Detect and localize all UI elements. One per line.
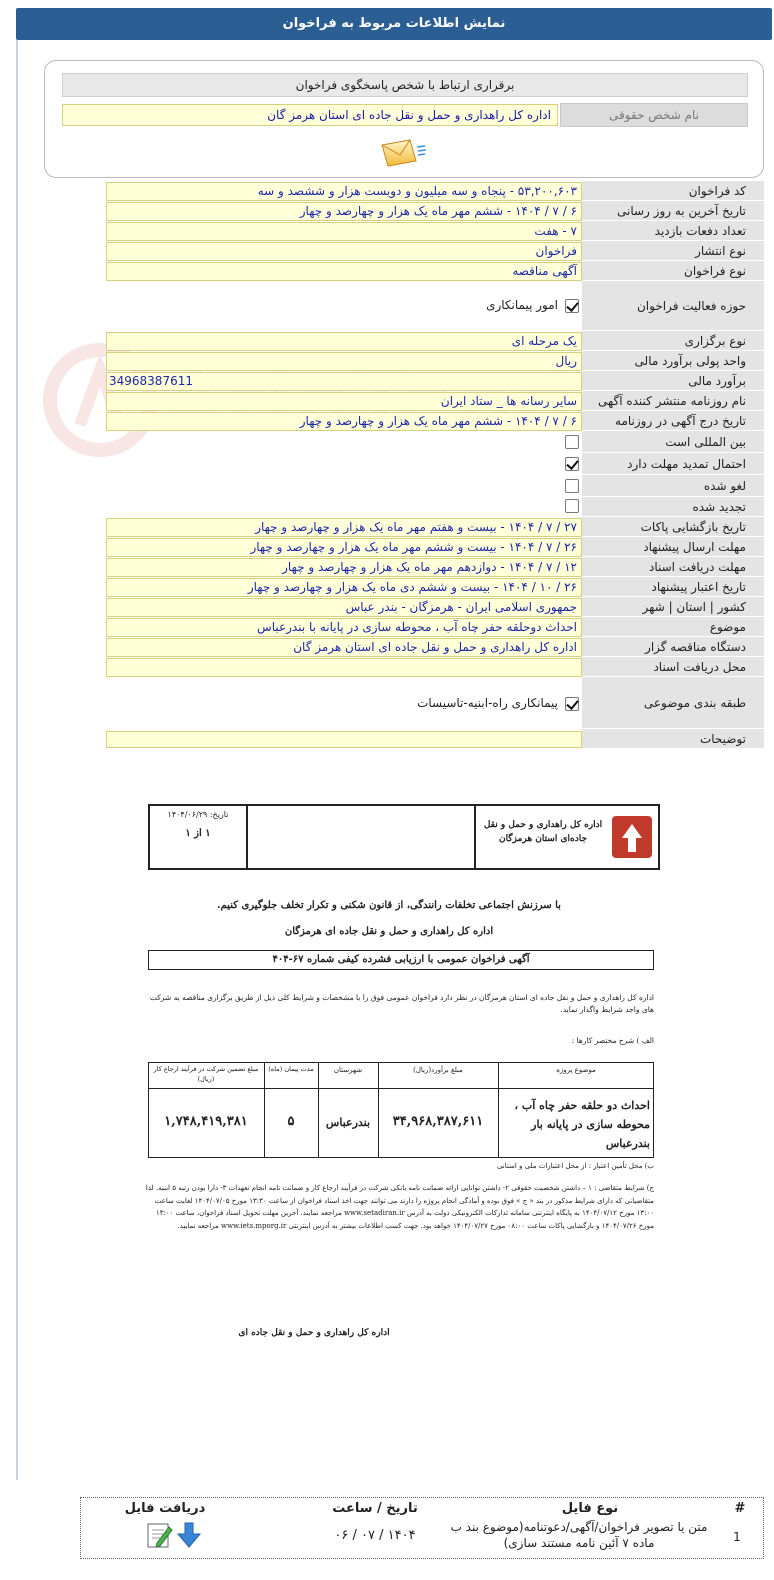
organizer-label: دستگاه مناقصه گزار — [582, 637, 764, 657]
file-row-date: ۱۴۰۴ / ۰۷ / ۰۶ — [334, 1528, 416, 1543]
doc-section-a: الف ) شرح مختصر کارها : — [571, 1036, 654, 1045]
doc-table-col — [498, 1062, 499, 1158]
doc-table-col — [264, 1062, 265, 1158]
publish-type-value: فراخوان — [106, 242, 582, 261]
contact-title: برقراری ارتباط با شخص پاسخگوی فراخوان — [62, 73, 748, 97]
doc-td-guarantee: ۱,۷۴۸,۴۱۹,۳۸۱ — [164, 1114, 248, 1129]
doc-td-duration: ۵ — [287, 1114, 295, 1129]
doc-section-b: ب) محل تأمین اعتبار : از محل اعتبارات ملی و استانی — [496, 1162, 654, 1170]
doc-section-c: ج) شرایط متقاضی : ۱ – داشتن شخصیت حقوقی ۲- داشتن توانایی ارائه ضمانت نامه بانکی شرکت در فرآیند ارجاع کار و ضمانت نامه انجام تعهدات ۳- دارا بودن رتبه ۵ ابنیه. لذا متقاضیانی که دارای شرایط مذکور در بند « ج » فوق بوده و آمادگی انجام پروژه را دارند می توانند جهت اخذ اسناد فراخوان از ساعت ۱۳:۳۰ مورخ ۱۴۰۴/۰۷/۰۵ لغایت ساعت ۱۳:۰۰ مورخ ۱۴۰۴/۰۷/۱۲ به پایگاه اینترنتی سامانه تدارکات الکترونیکی دولت به آدرس www.setadiran.ir مراجعه نمایند. آخرین مهلت تحویل اسناد فراخوان، ساعت ۱۳:۰۰ مورخ ۱۴۰۴/۰۷/۲۶ و بازگشایی پاکات ساعت ۰۸:۰۰ مورخ ۱۴۰۴/۰۷/۲۷ خواهد بود. جهت کسب اطلاعات بیشتر به آدرس اینترنتی www.iets.mporg.ir مراجعه نمایید. — [145, 1184, 654, 1230]
extension-label: احتمال تمدید مهلت دارد — [582, 453, 764, 475]
files-header-download: دریافت فایل — [124, 1501, 206, 1516]
international-checkbox[interactable] — [565, 435, 579, 449]
description-label: توضیحات — [582, 729, 764, 749]
edit-document-icon[interactable] — [145, 1521, 173, 1549]
doc-footer: اداره کل راهداری و حمل و نقل جاده ای — [238, 1328, 390, 1338]
holding-type-label: نوع برگزاری — [582, 331, 764, 351]
subject-value: احداث دوحلقه حفر چاه آب ، محوطه سازی در پایانه با بندرعباس — [106, 618, 582, 637]
last-update-value: ۶ / ۷ / ۱۴۰۴ - ششم مهر ماه یک هزار و چهارصد و چهار — [106, 202, 582, 221]
last-update-label: تاریخ آخرین به روز رسانی — [582, 201, 764, 221]
send-deadline-label: مهلت ارسال پیشنهاد — [582, 537, 764, 557]
activity-option: امور پیمانکاری — [486, 298, 558, 312]
doc-table-col — [318, 1062, 319, 1158]
doc-header-divider — [474, 804, 476, 870]
send-deadline-value: ۲۶ / ۷ / ۱۴۰۴ - بیست و ششم مهر ماه یک هزار و چهارصد و چهار — [106, 538, 582, 557]
doc-intro: اداره کل راهداری و حمل و نقل جاده ای استان هرمزگان در نظر دارد فراخوان عمومی فوق را با مشخصات و شرایط کلی ذیل از طریق برگزاری مناقصه به شرکت های واجد شرایط واگذار نماید. — [149, 993, 654, 1014]
doc-org-title: اداره کل راهداری و حمل و نقل جاده ای هرمزگان — [284, 926, 494, 937]
contact-label: نام شخص حقوقی — [560, 103, 748, 127]
canceled-checkbox[interactable] — [565, 479, 579, 493]
estimate-value: 34968387611 — [106, 372, 582, 391]
newspaper-date-label: تاریخ درج آگهی در روزنامه — [582, 411, 764, 431]
canceled-label: لغو شده — [582, 475, 764, 497]
activity-label: حوزه فعالیت فراخوان — [582, 281, 764, 331]
extension-checkbox[interactable] — [565, 457, 579, 471]
category-checkbox[interactable] — [565, 697, 579, 711]
doc-notice-title: آگهی فراخوان عمومی با ارزیابی فشرده کیفی شماره ۶۷-۴۰۴ — [272, 954, 530, 965]
contact-value: اداره کل راهداری و حمل و نقل جاده ای استان هرمز گان — [62, 104, 558, 126]
doc-org-name: اداره کل راهداری و حمل و نقل جاده‌ای استان هرمزگان — [483, 820, 603, 844]
file-download-action[interactable] — [145, 1521, 203, 1551]
files-header-date: تاریخ / ساعت — [332, 1501, 418, 1516]
publish-type-label: نوع انتشار — [582, 241, 764, 261]
doc-table-rule — [148, 1088, 654, 1089]
international-label: بین المللی است — [582, 431, 764, 453]
newspaper-date-value: ۶ / ۷ / ۱۴۰۴ - ششم مهر ماه یک هزار و چهارصد و چهار — [106, 412, 582, 431]
category-option: پیمانکاری راه-ابنیه-تاسیسات — [417, 696, 558, 710]
doc-td-estimate: ۳۴,۹۶۸,۳۸۷,۶۱۱ — [392, 1114, 484, 1129]
doc-td-city: بندرعباس — [325, 1116, 371, 1129]
estimate-label: برآورد مالی — [582, 371, 764, 391]
file-row-num: 1 — [733, 1530, 741, 1544]
doc-th-estimate: مبلغ برآورد(ریال) — [413, 1066, 463, 1074]
renewed-checkbox[interactable] — [565, 499, 579, 513]
doc-header-divider — [246, 804, 248, 870]
category-label: طبقه بندی موضوعی — [582, 677, 764, 729]
visits-label: تعداد دفعات بازدید — [582, 221, 764, 241]
validity-value: ۲۶ / ۱۰ / ۱۴۰۴ - بیست و ششم دی ماه یک هزار و چهارصد و چهار — [106, 578, 582, 597]
newspaper-value: سایر رسانه ها _ ستاد ایران — [106, 392, 582, 411]
doc-date: تاریخ: ۱۴۰۴/۰۶/۲۹ — [167, 810, 229, 819]
doc-th-city: شهرستان — [333, 1066, 363, 1074]
currency-label: واحد پولی برآورد مالی — [582, 351, 764, 371]
subject-label: موضوع — [582, 617, 764, 637]
description-value — [106, 731, 582, 748]
org-logo-icon — [610, 812, 654, 862]
envelope-icon[interactable] — [380, 137, 426, 169]
notice-document — [104, 780, 674, 1460]
visits-value: ۷ - هفت — [106, 222, 582, 241]
opening-date-value: ۲۷ / ۷ / ۱۴۰۴ - بیست و هفتم مهر ماه یک هزار و چهارصد و چهار — [106, 518, 582, 537]
activity-checkbox[interactable] — [565, 299, 579, 313]
doc-place-value — [106, 658, 582, 677]
newspaper-label: نام روزنامه منتشر کننده آگهی — [582, 391, 764, 411]
doc-th-project: موضوع پروژه — [556, 1066, 596, 1074]
currency-value: ریال — [106, 352, 582, 371]
doc-place-label: محل دریافت اسناد — [582, 657, 764, 677]
files-header-type: نوع فایل — [561, 1501, 619, 1516]
doc-slogan: با سرزنش اجتماعی تخلفات رانندگی، از قانون شکنی و تکرار تخلف جلوگیری کنیم. — [217, 900, 561, 911]
holding-type-value: یک مرحله ای — [106, 332, 582, 351]
organizer-value: اداره کل راهداری و حمل و نقل جاده ای استان هرمز گان — [106, 638, 582, 657]
renewed-label: تجدید شده — [582, 497, 764, 517]
frame-left-border — [16, 40, 18, 1480]
call-type-label: نوع فراخوان — [582, 261, 764, 281]
location-label: کشور | استان | شهر — [582, 597, 764, 617]
download-arrow-icon[interactable] — [175, 1521, 203, 1549]
doc-deadline-label: مهلت دریافت اسناد — [582, 557, 764, 577]
call-type-value: آگهی مناقصه — [106, 262, 582, 281]
code-value: ۵۳,۲۰۰,۶۰۳ - پنجاه و سه میلیون و دویست هزار و ششصد و سه — [106, 182, 582, 201]
doc-td-project: احداث دو حلقه حفر چاه آب ، محوطه سازی در پایانه بار بندرعباس — [514, 1099, 650, 1150]
code-label: کد فراخوان — [582, 181, 764, 201]
doc-th-duration: مدت پیمان (ماه) — [268, 1065, 314, 1073]
doc-page: ۱ از ۱ — [185, 828, 211, 839]
file-row-type: متن یا تصویر فراخوان/آگهی/دعوتنامه(موضوع بند ب ماده ۷ آئین نامه مستند سازی) — [450, 1520, 708, 1550]
validity-label: تاریخ اعتبار پیشنهاد — [582, 577, 764, 597]
opening-date-label: تاریخ بازگشایی پاکات — [582, 517, 764, 537]
files-header-num: # — [734, 1501, 746, 1516]
location-value: جمهوری اسلامی ایران - هرمزگان - بندر عباس — [106, 598, 582, 617]
doc-table-col — [378, 1062, 379, 1158]
doc-deadline-value: ۱۲ / ۷ / ۱۴۰۴ - دوازدهم مهر ماه یک هزار و چهارصد و چهار — [106, 558, 582, 577]
doc-th-guarantee: مبلغ تضمین شرکت در فرآیند ارجاع کار (ریال) — [153, 1065, 259, 1083]
page-header: نمایش اطلاعات مربوط به فراخوان — [16, 8, 772, 40]
